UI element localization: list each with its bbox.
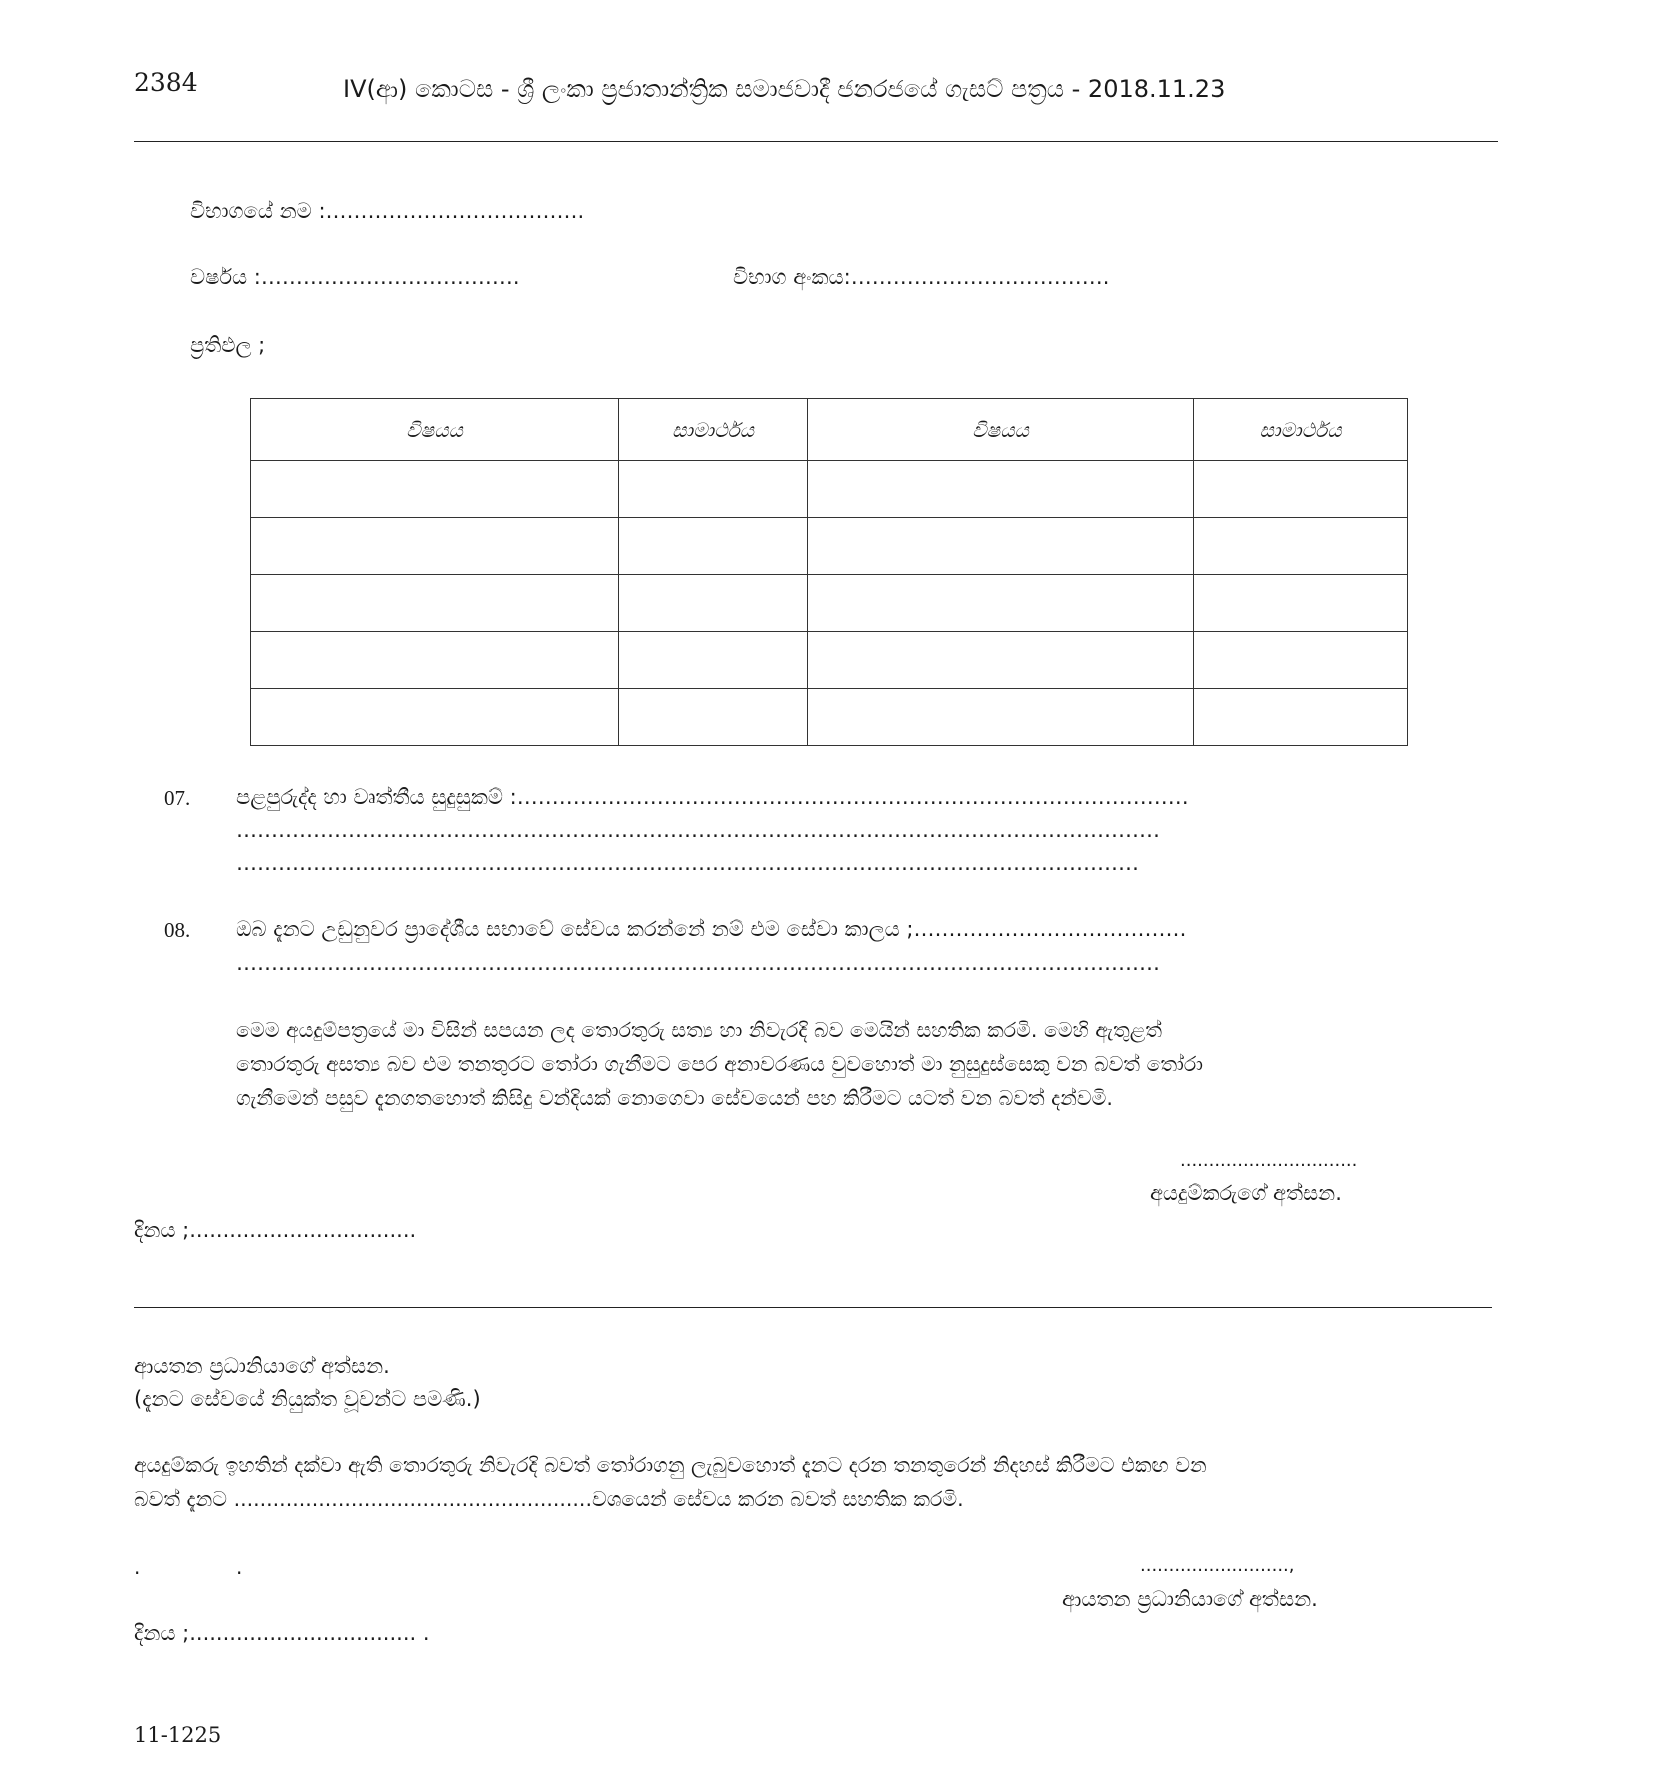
table-cell xyxy=(251,461,619,518)
applicant-signature-dots: ............................... xyxy=(1180,1150,1358,1171)
table-cell xyxy=(251,632,619,689)
table-cell xyxy=(1194,689,1408,746)
table-cell xyxy=(808,689,1194,746)
header-subject-2: විෂයය xyxy=(808,399,1194,461)
table-row xyxy=(251,632,1408,689)
head-certification-paragraph xyxy=(134,1448,1207,1516)
head-signature-title: ආයතන ප්‍රධානියාගේ අත්සන. xyxy=(134,1354,390,1378)
table-cell xyxy=(1194,518,1408,575)
header-pass-2: සාමාර්ථය xyxy=(1194,399,1408,461)
gazette-header-title: IV(ආ) කොටස - ශ්‍රී ලංකා ප්‍රජාතාන්ත්‍රික සමාජවාදී ජනරජයේ ගැසට් පත්‍රය - 2018.11.23 xyxy=(343,75,1226,103)
table-cell xyxy=(808,518,1194,575)
page-number: 2384 xyxy=(134,68,198,97)
table-row xyxy=(251,575,1408,632)
section-07-line-3: ………………………………………………………………………………………………………………… xyxy=(236,851,1139,875)
head-certification-line-1: අයදුම්කරු ඉහතින් දක්වා ඇති තොරතුරු නිවැරදි බවත් තෝරාගනු ලැබුවහොත් දැනට දරන තනතුරෙන් නිදහස් කිරීමට එකඟ වන xyxy=(134,1453,1207,1477)
head-signature-label: ආයතන ප්‍රධානියාගේ අත්සන. xyxy=(1062,1587,1318,1611)
section-07-line-1: පළපුරුද්ද හා වෘත්තීය සුදුසුකම් :…………………………………………………………………………………… xyxy=(236,785,1189,809)
section-07-number: 07. xyxy=(164,786,191,810)
footer-code: 11-1225 xyxy=(134,1723,222,1747)
table-cell xyxy=(619,461,808,518)
stray-dot-1: . xyxy=(134,1555,141,1579)
header-subject-1: විෂයය xyxy=(251,399,619,461)
table-cell xyxy=(251,575,619,632)
results-header-row xyxy=(251,399,1408,461)
table-cell xyxy=(619,632,808,689)
table-cell xyxy=(1194,632,1408,689)
table-cell xyxy=(808,632,1194,689)
section-08-line-2: …………………………………………………………………………………………………………………… xyxy=(236,951,1160,975)
date-field-1: දිනය ;.................................. xyxy=(134,1218,417,1242)
header-pass-1: සාමාර්ථය xyxy=(619,399,808,461)
table-cell xyxy=(619,689,808,746)
table-row xyxy=(251,518,1408,575)
year-field: වර්ෂය :………………………………. xyxy=(190,265,520,289)
table-cell xyxy=(251,518,619,575)
table-cell xyxy=(1194,575,1408,632)
section-divider-rule xyxy=(134,1307,1492,1308)
table-cell xyxy=(1194,461,1408,518)
header-rule xyxy=(134,141,1498,142)
section-08-line-1: ඔබ දැනට උඩුනුවර ප්‍රාදේශීය සභාවේ සේවය කරන්නේ නම් එම සේවා කාලය ;………………………………… xyxy=(236,917,1187,941)
results-label: ප්‍රතිඵල ; xyxy=(190,333,266,357)
head-signature-dots: .........................., xyxy=(1140,1555,1295,1576)
table-cell xyxy=(808,461,1194,518)
table-cell xyxy=(619,518,808,575)
table-cell xyxy=(251,689,619,746)
table-cell xyxy=(619,575,808,632)
applicant-signature-label: අයදුම්කරුගේ අත්සන. xyxy=(1150,1181,1342,1205)
index-number-field: විභාග අංකය:………………………………. xyxy=(733,265,1110,289)
section-07-line-2: …………………………………………………………………………………………………………………… xyxy=(236,818,1160,842)
table-cell xyxy=(808,575,1194,632)
stray-dot-2: . xyxy=(236,1555,243,1579)
date-field-2: දිනය ;.................................. . xyxy=(134,1621,430,1645)
table-row xyxy=(251,689,1408,746)
results-table xyxy=(250,398,1408,746)
declaration-line-3: ගැනීමෙන් පසුව දැනගතහොත් කිසිදු වන්දියක් නොගෙවා සේවයෙන් පහ කිරීමට යටත් වන බවත් දන්වමි. xyxy=(236,1086,1113,1110)
head-signature-note: (දැනට සේවයේ නියුක්ත වූවන්ට පමණි.) xyxy=(134,1387,481,1411)
exam-name-field: විභාගයේ නම :………………………………. xyxy=(190,199,585,223)
section-08-number: 08. xyxy=(164,918,191,942)
declaration-paragraph xyxy=(236,1013,1203,1115)
table-row xyxy=(251,461,1408,518)
declaration-line-1: මෙම අයදුම්පත්‍රයේ මා විසින් සපයන ලද තොරතුරු සත්‍ය හා නිවැරදි බව මෙයින් සහතික කරමි. මෙහි ඇතුළත් xyxy=(236,1018,1163,1042)
head-certification-line-2: බවත් දැනට .......................................................වශයෙන් සේවය කරන බවත් සහතික කරමි. xyxy=(134,1487,964,1511)
declaration-line-2: තොරතුරු අසත්‍ය බව එම තනතුරට තෝරා ගැනීමට පෙර අනාවරණය වුවහොත් මා නුසුදුස්සෙකු වන බවත් තෝරා xyxy=(236,1052,1204,1076)
